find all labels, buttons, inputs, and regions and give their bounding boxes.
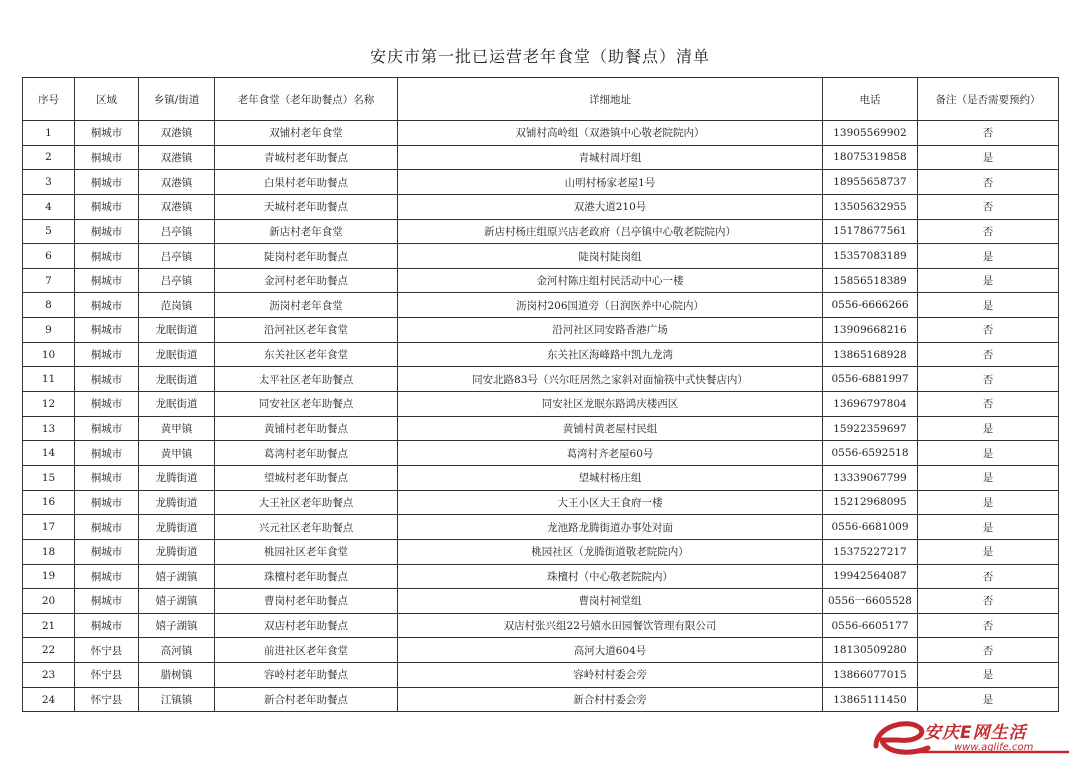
table-row <box>23 638 1059 663</box>
cell-town: 龙腾街道 <box>139 465 215 490</box>
table-row <box>23 490 1059 515</box>
cell-phone: 0556-6666266 <box>823 293 918 318</box>
cell-town: 双港镇 <box>139 121 215 146</box>
cell-phone: 15375227217 <box>823 539 918 564</box>
cell-address: 东关社区海峰路中凯九龙湾 <box>398 342 823 367</box>
cell-address: 大王小区大王食府一楼 <box>398 490 823 515</box>
cell-town: 龙眠街道 <box>139 318 215 343</box>
cell-town: 嬉子湖镇 <box>139 564 215 589</box>
cell-reservation: 是 <box>918 293 1059 318</box>
cell-phone: 0556-6681009 <box>823 515 918 540</box>
cell-reservation: 否 <box>918 194 1059 219</box>
cell-canteen-name: 兴元社区老年助餐点 <box>215 515 398 540</box>
cell-region: 怀宁县 <box>75 638 139 663</box>
cell-phone: 15212968095 <box>823 490 918 515</box>
cell-phone: 13339067799 <box>823 465 918 490</box>
cell-town: 双港镇 <box>139 194 215 219</box>
watermark-url: www.aqlife.com <box>954 742 1034 753</box>
cell-reservation: 否 <box>918 121 1059 146</box>
cell-phone: 13865168928 <box>823 342 918 367</box>
table-row <box>23 515 1059 540</box>
cell-index: 15 <box>23 465 75 490</box>
table-row <box>23 268 1059 293</box>
cell-region: 桐城市 <box>75 194 139 219</box>
cell-address: 龙池路龙腾街道办事处对面 <box>398 515 823 540</box>
cell-reservation: 是 <box>918 441 1059 466</box>
table-row <box>23 589 1059 614</box>
cell-phone: 18955658737 <box>823 170 918 195</box>
cell-phone: 15178677561 <box>823 219 918 244</box>
cell-canteen-name: 东关社区老年食堂 <box>215 342 398 367</box>
cell-canteen-name: 同安社区老年助餐点 <box>215 392 398 417</box>
cell-index: 10 <box>23 342 75 367</box>
cell-region: 桐城市 <box>75 145 139 170</box>
cell-town: 高河镇 <box>139 638 215 663</box>
cell-town: 龙腾街道 <box>139 490 215 515</box>
cell-town: 吕亭镇 <box>139 219 215 244</box>
cell-canteen-name: 容岭村老年助餐点 <box>215 663 398 688</box>
cell-canteen-name: 双店村老年助餐点 <box>215 613 398 638</box>
cell-index: 4 <box>23 194 75 219</box>
col-header-address: 详细地址 <box>398 78 823 121</box>
table-row <box>23 318 1059 343</box>
cell-index: 21 <box>23 613 75 638</box>
cell-index: 6 <box>23 244 75 269</box>
cell-canteen-name: 前进社区老年食堂 <box>215 638 398 663</box>
table-row <box>23 663 1059 688</box>
cell-index: 8 <box>23 293 75 318</box>
cell-region: 桐城市 <box>75 539 139 564</box>
cell-region: 桐城市 <box>75 392 139 417</box>
cell-canteen-name: 新店村老年食堂 <box>215 219 398 244</box>
cell-index: 19 <box>23 564 75 589</box>
cell-region: 桐城市 <box>75 613 139 638</box>
col-header-canteen-name: 老年食堂（老年助餐点）名称 <box>215 78 398 121</box>
cell-address: 曹岗村祠堂组 <box>398 589 823 614</box>
cell-reservation: 否 <box>918 638 1059 663</box>
cell-phone: 0556一6605528 <box>823 589 918 614</box>
cell-region: 桐城市 <box>75 342 139 367</box>
cell-phone: 18075319858 <box>823 145 918 170</box>
cell-reservation: 是 <box>918 687 1059 712</box>
cell-reservation: 否 <box>918 367 1059 392</box>
cell-index: 9 <box>23 318 75 343</box>
cell-reservation: 是 <box>918 416 1059 441</box>
cell-reservation: 是 <box>918 515 1059 540</box>
header-row <box>23 78 1059 121</box>
table-row <box>23 441 1059 466</box>
cell-town: 黄甲镇 <box>139 416 215 441</box>
cell-town: 嬉子湖镇 <box>139 589 215 614</box>
cell-phone: 15922359697 <box>823 416 918 441</box>
cell-address: 葛湾村齐老屋60号 <box>398 441 823 466</box>
cell-region: 桐城市 <box>75 121 139 146</box>
cell-index: 5 <box>23 219 75 244</box>
cell-canteen-name: 曹岗村老年助餐点 <box>215 589 398 614</box>
cell-phone: 15856518389 <box>823 268 918 293</box>
cell-region: 桐城市 <box>75 244 139 269</box>
cell-reservation: 是 <box>918 145 1059 170</box>
cell-index: 3 <box>23 170 75 195</box>
table-row <box>23 367 1059 392</box>
cell-phone: 13905569902 <box>823 121 918 146</box>
cell-canteen-name: 新合村老年助餐点 <box>215 687 398 712</box>
cell-index: 20 <box>23 589 75 614</box>
cell-index: 12 <box>23 392 75 417</box>
cell-index: 13 <box>23 416 75 441</box>
cell-town: 嬉子湖镇 <box>139 613 215 638</box>
cell-address: 珠檀村（中心敬老院院内） <box>398 564 823 589</box>
table-row <box>23 539 1059 564</box>
cell-region: 怀宁县 <box>75 663 139 688</box>
cell-address: 沥岗村206国道旁（日润医养中心院内） <box>398 293 823 318</box>
cell-index: 23 <box>23 663 75 688</box>
col-header-region: 区域 <box>75 78 139 121</box>
cell-reservation: 否 <box>918 318 1059 343</box>
cell-canteen-name: 青城村老年助餐点 <box>215 145 398 170</box>
cell-index: 14 <box>23 441 75 466</box>
cell-town: 范岗镇 <box>139 293 215 318</box>
table-row <box>23 170 1059 195</box>
cell-index: 18 <box>23 539 75 564</box>
cell-region: 桐城市 <box>75 416 139 441</box>
cell-region: 桐城市 <box>75 170 139 195</box>
cell-reservation: 是 <box>918 663 1059 688</box>
cell-town: 江镇镇 <box>139 687 215 712</box>
cell-canteen-name: 大王社区老年助餐点 <box>215 490 398 515</box>
cell-reservation: 是 <box>918 465 1059 490</box>
col-header-reservation: 备注（是否需要预约） <box>918 78 1059 121</box>
cell-region: 桐城市 <box>75 589 139 614</box>
cell-phone: 13866077015 <box>823 663 918 688</box>
cell-canteen-name: 太平社区老年助餐点 <box>215 367 398 392</box>
table-row <box>23 219 1059 244</box>
cell-canteen-name: 金河村老年助餐点 <box>215 268 398 293</box>
cell-reservation: 是 <box>918 539 1059 564</box>
cell-canteen-name: 珠檀村老年助餐点 <box>215 564 398 589</box>
table-row <box>23 145 1059 170</box>
cell-address: 双铺村高岭组（双港镇中心敬老院院内） <box>398 121 823 146</box>
cell-town: 黄甲镇 <box>139 441 215 466</box>
cell-index: 24 <box>23 687 75 712</box>
table-row <box>23 392 1059 417</box>
table-row <box>23 687 1059 712</box>
table-row <box>23 244 1059 269</box>
cell-address: 同安社区龙眠东路鸿庆楼西区 <box>398 392 823 417</box>
cell-region: 桐城市 <box>75 490 139 515</box>
table-row <box>23 465 1059 490</box>
cell-index: 11 <box>23 367 75 392</box>
cell-canteen-name: 黄铺村老年助餐点 <box>215 416 398 441</box>
table-row <box>23 121 1059 146</box>
cell-reservation: 否 <box>918 589 1059 614</box>
cell-reservation: 否 <box>918 564 1059 589</box>
cell-phone: 0556-6605177 <box>823 613 918 638</box>
table-row <box>23 342 1059 367</box>
watermark-logo-text: 安庆E网生活 <box>924 723 1027 743</box>
cell-address: 新合村村委会旁 <box>398 687 823 712</box>
cell-region: 桐城市 <box>75 293 139 318</box>
col-header-phone: 电话 <box>823 78 918 121</box>
cell-address: 黄铺村黄老屋村民组 <box>398 416 823 441</box>
cell-address: 望城村杨庄组 <box>398 465 823 490</box>
cell-address: 双店村张兴组22号嬉水田园餐饮管理有限公司 <box>398 613 823 638</box>
cell-phone: 0556-6881997 <box>823 367 918 392</box>
cell-address: 沿河社区同安路香港广场 <box>398 318 823 343</box>
cell-reservation: 否 <box>918 342 1059 367</box>
cell-address: 容岭村村委会旁 <box>398 663 823 688</box>
cell-index: 2 <box>23 145 75 170</box>
table-row <box>23 564 1059 589</box>
cell-index: 7 <box>23 268 75 293</box>
col-header-index: 序号 <box>23 78 75 121</box>
table-row <box>23 293 1059 318</box>
cell-reservation: 否 <box>918 219 1059 244</box>
cell-town: 龙眠街道 <box>139 342 215 367</box>
cell-address: 同安北路83号（兴尔旺居然之家斜对面愉筷中式快餐店内） <box>398 367 823 392</box>
cell-region: 桐城市 <box>75 219 139 244</box>
cell-index: 17 <box>23 515 75 540</box>
cell-canteen-name: 桃园社区老年食堂 <box>215 539 398 564</box>
cell-town: 吕亭镇 <box>139 268 215 293</box>
cell-canteen-name: 望城村老年助餐点 <box>215 465 398 490</box>
cell-reservation: 是 <box>918 244 1059 269</box>
cell-reservation: 否 <box>918 613 1059 638</box>
cell-address: 桃园社区（龙腾街道敬老院院内） <box>398 539 823 564</box>
cell-town: 龙眠街道 <box>139 392 215 417</box>
cell-region: 桐城市 <box>75 465 139 490</box>
cell-address: 双港大道210号 <box>398 194 823 219</box>
cell-town: 双港镇 <box>139 145 215 170</box>
cell-town: 龙腾街道 <box>139 539 215 564</box>
cell-canteen-name: 沿河社区老年食堂 <box>215 318 398 343</box>
cell-phone: 18130509280 <box>823 638 918 663</box>
cell-address: 金河村陈庄组村民活动中心一楼 <box>398 268 823 293</box>
cell-town: 双港镇 <box>139 170 215 195</box>
table-row <box>23 194 1059 219</box>
col-header-town: 乡镇/街道 <box>139 78 215 121</box>
cell-phone: 15357083189 <box>823 244 918 269</box>
table-row <box>23 613 1059 638</box>
cell-reservation: 是 <box>918 490 1059 515</box>
cell-region: 桐城市 <box>75 318 139 343</box>
cell-phone: 0556-6592518 <box>823 441 918 466</box>
cell-reservation: 否 <box>918 392 1059 417</box>
cell-address: 青城村周圩组 <box>398 145 823 170</box>
cell-phone: 13505632955 <box>823 194 918 219</box>
cell-address: 高河大道604号 <box>398 638 823 663</box>
cell-reservation: 是 <box>918 268 1059 293</box>
cell-address: 山明村杨家老屋1号 <box>398 170 823 195</box>
cell-index: 22 <box>23 638 75 663</box>
cell-index: 16 <box>23 490 75 515</box>
table-row <box>23 416 1059 441</box>
cell-address: 新店村杨庄组原兴店老政府（吕亭镇中心敬老院院内） <box>398 219 823 244</box>
table-body <box>23 121 1059 712</box>
cell-canteen-name: 葛湾村老年助餐点 <box>215 441 398 466</box>
cell-town: 吕亭镇 <box>139 244 215 269</box>
cell-town: 腊树镇 <box>139 663 215 688</box>
cell-canteen-name: 沥岗村老年食堂 <box>215 293 398 318</box>
cell-phone: 13909668216 <box>823 318 918 343</box>
page-title: 安庆市第一批已运营老年食堂（助餐点）清单 <box>369 47 710 66</box>
canteen-list-table <box>22 77 1059 712</box>
cell-region: 桐城市 <box>75 367 139 392</box>
cell-address: 陡岗村陡岗组 <box>398 244 823 269</box>
cell-canteen-name: 天城村老年助餐点 <box>215 194 398 219</box>
cell-region: 怀宁县 <box>75 687 139 712</box>
cell-canteen-name: 陡岗村老年助餐点 <box>215 244 398 269</box>
cell-region: 桐城市 <box>75 515 139 540</box>
cell-region: 桐城市 <box>75 441 139 466</box>
cell-region: 桐城市 <box>75 564 139 589</box>
cell-phone: 19942564087 <box>823 564 918 589</box>
cell-phone: 13696797804 <box>823 392 918 417</box>
table-header <box>23 78 1059 121</box>
cell-town: 龙腾街道 <box>139 515 215 540</box>
cell-canteen-name: 白果村老年助餐点 <box>215 170 398 195</box>
cell-index: 1 <box>23 121 75 146</box>
cell-canteen-name: 双铺村老年食堂 <box>215 121 398 146</box>
watermark <box>868 712 1073 760</box>
cell-town: 龙眠街道 <box>139 367 215 392</box>
cell-phone: 13865111450 <box>823 687 918 712</box>
cell-reservation: 否 <box>918 170 1059 195</box>
cell-region: 桐城市 <box>75 268 139 293</box>
